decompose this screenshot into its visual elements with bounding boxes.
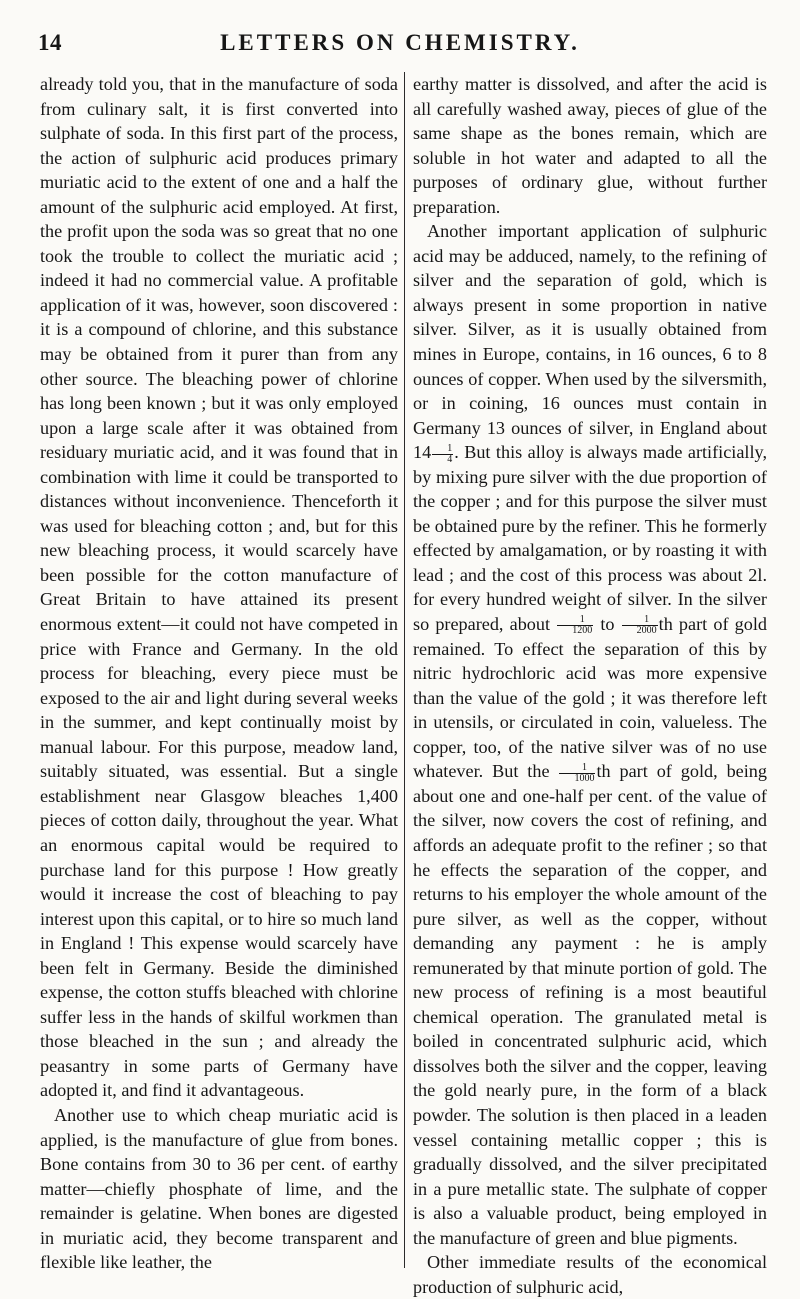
left-column [40, 72, 398, 1275]
text-segment: th part of gold remained. To effect the separation of this by nitric hydrochloric acid was more expensive than the value of the gold ; it was therefore left in utensils, or circulated in coin, valueless. The copper, too, of the native silver was of no use whatever. But the [413, 614, 767, 782]
page-number: 14 [38, 30, 62, 55]
fraction-quarter: $\frac{1}{4}$ [432, 444, 453, 465]
fraction-1-2000: $\frac{1}{2000}$ [622, 615, 658, 636]
right-column [413, 72, 767, 1299]
paragraph-glue-continued: earthy matter is dissolved, and after the acid is all carefully washed away, pieces of glue of the same shape as the bones remain, which are soluble in hot water and adapted to all the purposes of ordinary glue, without further preparation. [413, 74, 767, 217]
paragraph-silver-refining [413, 219, 767, 1250]
text-segment: th part of gold, being about one and one-half per cent. of the value of the silver, now covers the cost of refining, and affords an adequate profit to the refiner ; so that he effects the separation of the copper, and returns to his employer the whole amount of the pure silver, as well as the copper, without demanding any payment : he is amply remunerated by that minute portion of gold. The new process of refining is a most beautiful chemical operation. The granulated metal is boiled in concentrated sulphuric acid, which dissolves both the silver and the copper, leaving the gold nearly pure, in the form of a black powder. The solution is then placed in a leaden vessel containing metallic copper ; this is gradually dissolved, and the silver precipitated in a pure metallic state. The sulphate of copper is also a valuable product, being employed in the manufacture of green and blue pigments. [413, 761, 767, 1248]
paragraph-other-results: Other immediate results of the economical production of sulphuric acid, [413, 1252, 767, 1297]
text-segment: to [594, 614, 621, 635]
paragraph-bleaching: already told you, that in the manufacture of soda from culinary salt, it is first converted into sulphate of soda. In this first part of the process, the action of sulphuric acid produces primary muriatic acid to the extent of one and a half the amount of the sulphuric acid employed. At first, the profit upon the soda was so great that no one took the trouble to collect the muriatic acid ; indeed it had no commercial value. A profitable application of it was, however, soon discovered : it is a compound of chlorine, and this substance may be obtained from it purer than from any other source. The bleaching power of chlorine has long been known ; but it was only employed upon a large scale after it was obtained from residuary muriatic acid, and it was found that in combination with lime it could be transported to distances without inconvenience. Thenceforth it was used for bleaching cotton ; and, but for this new bleaching process, it would scarcely have been possible for the cotton manufacture of Great Britain to have attained its present enormous extent—it could not have competed in price with France and Germany. In the old process for bleaching, every piece must be exposed to the air and light during several weeks in the summer, and kept continually moist by manual labour. For this purpose, meadow land, suitably situated, was essential. But a single establishment near Glasgow bleaches 1,400 pieces of cotton daily, throughout the year. What an enormous capital would be required to purchase land for this purpose ! How greatly would it increase the cost of bleaching to pay interest upon this capital, or to hire so much land in England ! This expense would scarcely have been felt in Germany. Beside the diminished expense, the cotton stuffs bleached with chlorine suffer less in the hands of skilful workmen than those bleached in the sun ; and already the peasantry in some parts of Germany have adopted it, and find it advantageous. [40, 74, 398, 1101]
fraction-1-1000: $\frac{1}{1000}$ [559, 763, 595, 784]
text-segment: Another important application of sulphuric acid may be adduced, namely, to the refining of silver and the separation of gold, which is always present in some proportion in native silver. Silver, as it is usually obtained from mines in Europe, contains, in 16 ounces, 6 to 8 ounces of copper. When used by the silversmith, or in coining, 16 ounces must contain in Germany 13 ounces of silver, in England about 14 [413, 221, 767, 463]
column-divider [404, 72, 405, 1268]
fraction-1-1200: $\frac{1}{1200}$ [557, 615, 593, 636]
paragraph-glue: Another use to which cheap muriatic acid is applied, is the manufacture of glue from bones. Bone contains from 30 to 36 per cent. of earthy matter—chiefly phosphate of lime, and the remainder is gelatine. When bones are digested in muriatic acid, they become transparent and flexible like leather, the [40, 1104, 398, 1273]
text-segment: . But this alloy is always made artificially, by mixing pure silver with the due proportion of the copper ; and for this purpose the silver must be obtained pure by the refiner. This he formerly effected by amalgamation, or by roasting it with lead ; and the cost of this process was about 2l. for every hundred weight of silver. In the silver so prepared, about [413, 442, 767, 635]
page-header [38, 30, 762, 58]
running-head: LETTERS ON CHEMISTRY. [220, 30, 580, 55]
